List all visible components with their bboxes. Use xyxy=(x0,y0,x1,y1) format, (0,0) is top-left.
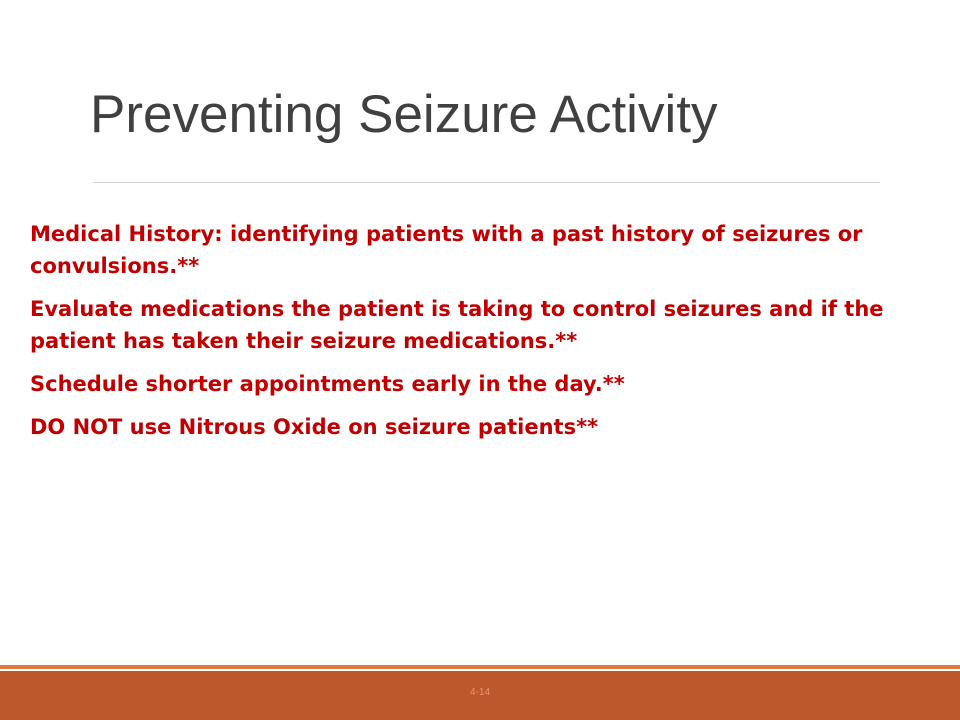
bullet-item: DO NOT use Nitrous Oxide on seizure patients** xyxy=(30,415,599,439)
title-divider xyxy=(93,182,880,183)
slide-title: Preventing Seizure Activity xyxy=(90,85,718,144)
bullet-item: Medical History: identifying patients with a past history of seizures or convulsions.** xyxy=(30,222,863,278)
page-number: 4-14 xyxy=(469,687,490,698)
bullet-item: Schedule shorter appointments early in the day.** xyxy=(30,372,625,396)
bullet-item: Evaluate medications the patient is taking to control seizures and if the patient has taken their seizure medications.** xyxy=(30,297,884,353)
bullet-list xyxy=(30,218,955,454)
footer-accent-line xyxy=(0,665,960,669)
